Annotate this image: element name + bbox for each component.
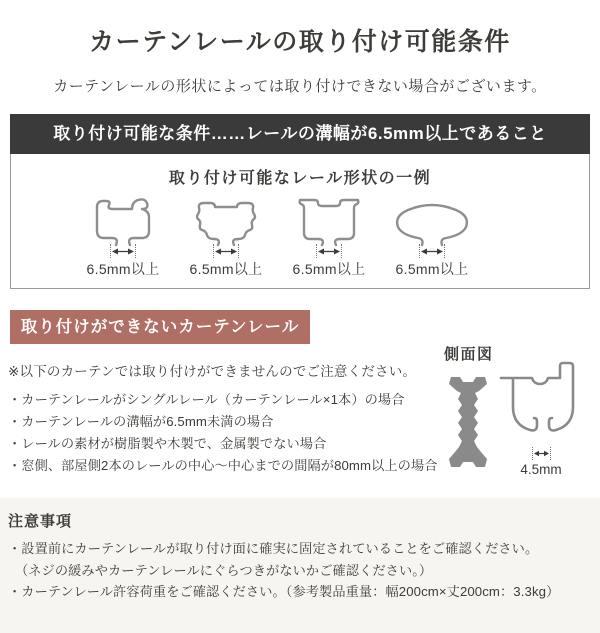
list-item: ・レールの素材が樹脂製や木製で、金属製でない場合 <box>8 436 327 451</box>
page-subtitle: カーテンレールの形状によっては取り付けできない場合がございます。 <box>53 78 547 95</box>
precautions-section <box>0 498 600 633</box>
installable-condition-banner: 取り付け可能な条件……レールの溝幅が6.5mm以上であること <box>10 114 590 154</box>
rail-cross-section-flanged-icon <box>296 195 362 247</box>
list-item: ・カーテンレール許容荷重をご確認ください。（参考製品重量：幅200cm×丈200cm：3.3kg） <box>8 584 560 599</box>
rail-shapes-box-title: 取り付け可能なレール形状の一例 <box>168 170 432 187</box>
not-installable-banner: 取り付けができないカーテンレール <box>10 310 310 344</box>
installable-rail-shapes-box <box>10 154 590 289</box>
dimension-arrow-icon <box>534 448 549 459</box>
dimension-label: 6.5mm以上 <box>189 261 263 277</box>
dimension-label: 4.5mm <box>520 462 562 477</box>
rail-cross-section-wavy-icon <box>190 195 262 247</box>
side-view-diagram <box>444 343 596 483</box>
dimension-label: 6.5mm以上 <box>86 261 160 277</box>
rail-figure-4 <box>389 201 475 279</box>
side-view-label: 側面図 <box>444 346 494 363</box>
list-item: ・カーテンレールがシングルレール（カーテンレール×1本）の場合 <box>8 392 405 407</box>
rail-shape-figures <box>11 193 589 279</box>
dimension-indicator <box>110 244 136 258</box>
dimension-arrow-icon <box>112 246 134 257</box>
list-item: （ネジの緩みやカーテンレールにぐらつきがないかご確認ください。） <box>15 562 433 578</box>
list-item: ・窓側、部屋側2本のレールの中心〜中心までの間隔が80mm以上の場合 <box>8 458 438 473</box>
precautions-bullet-list <box>8 538 592 603</box>
rail-figure-2 <box>183 195 269 279</box>
dimension-indicator <box>419 244 445 258</box>
runner-side-profile-icon <box>448 375 488 471</box>
dimension-arrow-icon <box>318 246 340 257</box>
dimension-indicator <box>213 244 239 258</box>
precautions-title: 注意事項 <box>8 513 73 530</box>
dimension-label: 6.5mm以上 <box>395 261 469 277</box>
page-title: カーテンレールの取り付け可能条件 <box>89 28 511 56</box>
list-item: ・設置前にカーテンレールが取り付け面に確実に固定されていることをご確認ください。 <box>8 541 539 556</box>
list-item: ・カーテンレールの溝幅が6.5mm未満の場合 <box>8 414 274 429</box>
rail-figure-3 <box>286 195 372 279</box>
dimension-label: 6.5mm以上 <box>292 261 366 277</box>
dimension-indicator <box>316 244 342 258</box>
dimension-arrow-icon <box>421 246 443 257</box>
dimension-indicator <box>532 447 551 460</box>
not-installable-note: ※以下のカーテンでは取り付けができませんのでご注意ください。 <box>8 364 417 379</box>
rail-cross-section-hooked-icon <box>92 193 154 247</box>
dimension-arrow-icon <box>215 246 237 257</box>
not-installable-section <box>0 310 600 482</box>
rail-cross-section-pill-icon <box>390 201 474 247</box>
rail-side-profile-icon <box>498 361 586 445</box>
rail-figure-1 <box>80 193 166 279</box>
